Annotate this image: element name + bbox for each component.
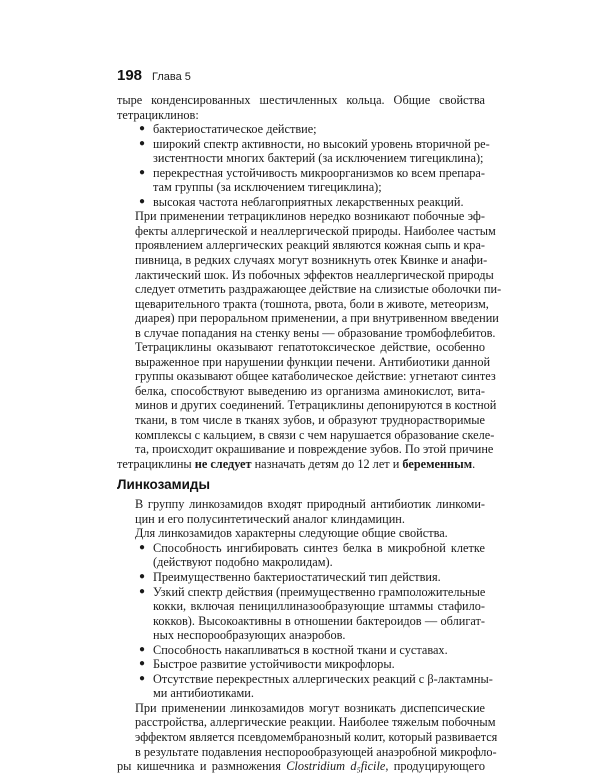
tetracycline-warning-line: [117, 457, 485, 472]
text-line: При применении линкозамидов могут возникать диспепсические: [135, 700, 485, 715]
text-line: тетрациклинов:: [117, 107, 199, 122]
species-name: Clostridium d₅ficile: [286, 759, 386, 774]
text-line: Быстрое развитие устойчивости микрофлоры.: [153, 657, 395, 672]
text-line: Тетрациклины оказывают гепатотоксическое действие, особенно: [135, 340, 485, 355]
text-line: белка, способствуют выведению из организма аминокислот, вита-: [135, 383, 485, 398]
bullet-icon: ●: [139, 195, 146, 207]
text-line: перекрестная устойчивость микроорганизмов ко всем препара-: [153, 165, 485, 180]
text-line: бактериостатическое действие;: [153, 122, 317, 137]
text-line: ми антибиотиками.: [153, 686, 254, 701]
tetracycline-properties-list: [117, 122, 490, 209]
bullet-icon: ●: [139, 585, 146, 597]
text-line: комплексы с кальцием, в связи с чем нарушается образование скеле-: [135, 427, 495, 442]
bullet-icon: ●: [139, 672, 146, 684]
text-line: При применении тетрациклинов нередко возникают побочные эф-: [135, 209, 485, 224]
text-line: выраженное при нарушении функции печени. Антибиотики данной: [135, 354, 491, 369]
text-line: минов и других соединений. Тетрациклины депонируются в костной: [135, 398, 497, 413]
text-line: в случае попадания на стенку вены — образование тромбофлебитов.: [135, 325, 496, 340]
text-line: широкий спектр активности, но высокий уровень вторичной ре-: [153, 136, 490, 151]
list-item: [117, 570, 485, 585]
text-line: Преимущественно бактериостатический тип действия.: [153, 569, 441, 584]
text-line: фекты аллергической и неаллергической природы. Наиболее частым: [135, 223, 496, 238]
warning-text-end: .: [472, 456, 476, 471]
text-line: ткани, в том числе в тканях зубов, и образуют труднорастворимые: [135, 413, 485, 428]
list-item: [117, 122, 485, 137]
section-heading-lincosamides: Линкозамиды: [117, 477, 210, 493]
text-line: кокки, включая пенициллиназообразующие штаммы стафило-: [153, 599, 485, 614]
text-line: там группы (за исключением тигециклина);: [153, 180, 382, 195]
page-body: [117, 93, 502, 774]
page-number: 198: [117, 67, 143, 84]
running-head: [117, 67, 191, 85]
text-line: расстройства, аллергические реакции. Наиболее тяжелым побочным: [135, 715, 496, 730]
text-line: зистентности многих бактерий (за исключением тигециклина);: [153, 151, 484, 166]
list-item: [117, 136, 490, 166]
bullet-icon: ●: [139, 137, 146, 149]
last-line-end: , продуцирующего: [385, 759, 485, 774]
text-line: Отсутствие перекрестных аллергических реакций с β-лактамны-: [153, 671, 493, 686]
lincosamides-properties-intro: [117, 526, 485, 541]
text-line: в результате подавления неспорообразующей анаэробной микрофло-: [135, 744, 497, 759]
tetracycline-side-effects-paragraph: [117, 209, 502, 457]
warning-bold-not: не следует: [194, 456, 252, 471]
text-line: (действуют подобно макролидам).: [153, 555, 333, 570]
text-line: щеварительного тракта (тошнота, рвота, боли в животе, метеоризм,: [135, 296, 489, 311]
warning-bold-pregnant: беременным: [402, 456, 473, 471]
chapter-title: Глава 5: [152, 71, 191, 83]
text-line: кокков). Высокоактивны в отношении бактероидов — облигат-: [153, 613, 485, 628]
text-line: пивница, в редких случаях могут возникнуть отек Квинке и анафи-: [135, 253, 488, 268]
list-item: [117, 166, 485, 195]
bullet-icon: ●: [139, 123, 146, 135]
text-line: диарея) при пероральном применении, а при внутривенном введении: [135, 311, 499, 326]
text-line: Способность накапливаться в костной ткани и суставах.: [153, 642, 448, 657]
text-line: цин и его полусинтетический аналог клиндамицин.: [135, 511, 405, 526]
list-item: [117, 657, 485, 672]
bullet-icon: ●: [139, 570, 146, 582]
text-line: Узкий спектр действия (преимущественно грамположительные: [153, 584, 486, 599]
bullet-icon: ●: [139, 658, 146, 670]
lincosamides-side-effects-paragraph: [117, 700, 498, 759]
lincosamides-properties-list: [117, 540, 493, 701]
text-line: проявлением аллергических реакций являются кожная сыпь и кра-: [135, 238, 485, 253]
text-line: В группу линкозамидов входят природный антибиотик линкоми-: [135, 497, 485, 512]
text-line: группы оказывают общее катаболическое действие: угнетают синтез: [135, 369, 496, 384]
lincosamides-last-line: [117, 759, 485, 774]
list-item: [117, 643, 485, 658]
warning-text-middle: назначать детям до 12 лет и: [251, 456, 403, 471]
bullet-icon: ●: [139, 166, 146, 178]
list-item: [117, 195, 485, 210]
text-line: Способность ингибировать синтез белка в микробной клетке: [153, 540, 485, 555]
props-intro-line: Для линкозамидов характерны следующие общие свойства.: [135, 526, 448, 541]
text-line: лактический шок. Из побочных эффектов неаллергической природы: [135, 267, 494, 282]
text-line: ных неспорообразующих анаэробов.: [153, 628, 346, 643]
list-item: [117, 541, 485, 570]
bullet-icon: ●: [139, 643, 146, 655]
intro-paragraph: [117, 93, 485, 122]
text-line: высокая частота неблагоприятных лекарственных реакций.: [153, 194, 464, 209]
bullet-icon: ●: [139, 541, 146, 553]
last-line-start: ры кишечника и размножения: [117, 759, 287, 774]
text-line: следует отметить раздражающее действие на слизистые оболочки пи-: [135, 282, 502, 297]
list-item: [117, 671, 493, 701]
warning-text-start: тетрациклины: [117, 456, 195, 471]
text-line: тыре конденсированных шестичленных кольца. Общие свойства: [117, 93, 485, 107]
list-item: [117, 585, 485, 643]
text-line: эффектом является псевдомембранозный колит, который развивается: [135, 729, 498, 744]
text-line: та, происходит окрашивание и повреждение зубов. По этой причине: [135, 442, 494, 457]
lincosamides-intro-paragraph: [117, 497, 485, 526]
